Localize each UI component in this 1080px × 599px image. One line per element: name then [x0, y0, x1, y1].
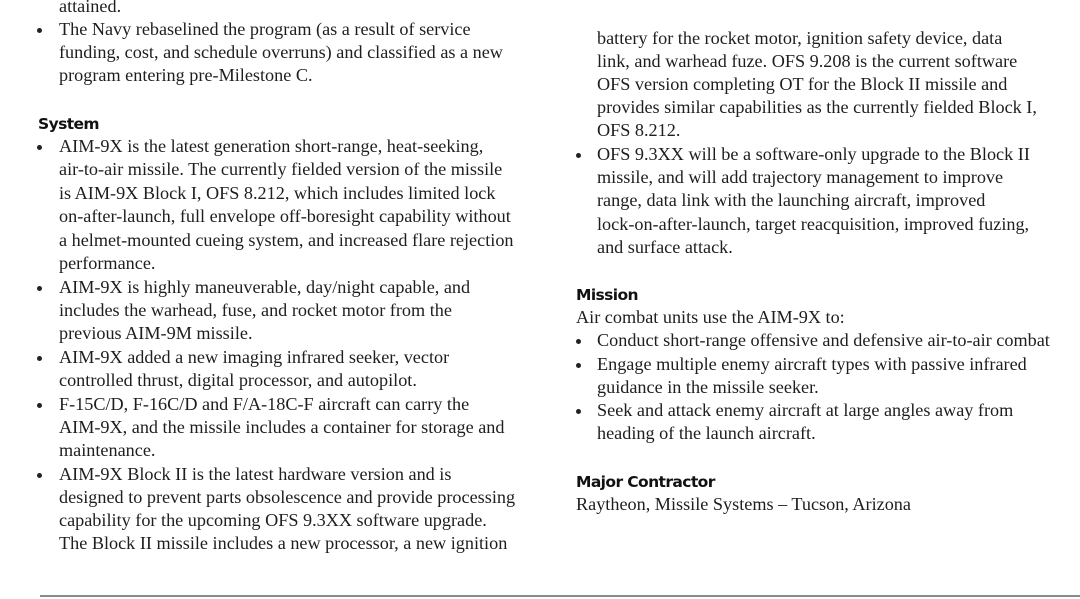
- bullet-icon: [576, 339, 581, 344]
- continued-line: OFS 8.212.: [597, 120, 681, 140]
- bullet-icon: [576, 363, 581, 368]
- system-bullet-line: The Block II missile includes a new processor, a new ignition: [59, 533, 508, 553]
- footer-divider: [40, 595, 1080, 597]
- system-bullet-line: AIM-9X, and the missile includes a container for storage and: [59, 417, 505, 437]
- ofs-bullet-line: lock-on-after-launch, target reacquisition, improved fuzing,: [597, 214, 1030, 234]
- system-bullet-line: air-to-air missile. The currently fielded version of the missile: [59, 159, 503, 179]
- section-heading-system: System: [38, 115, 99, 133]
- intro-bullet-line: funding, cost, and schedule overruns) and classified as a new: [59, 42, 503, 62]
- bullet-icon: [37, 473, 42, 478]
- section-heading-major-contractor: Major Contractor: [576, 473, 715, 491]
- system-bullet-line: includes the warhead, fuse, and rocket motor from the: [59, 300, 452, 320]
- ofs-bullet-line: range, data link with the launching aircraft, improved: [597, 190, 986, 210]
- system-bullet-line: maintenance.: [59, 440, 156, 460]
- mission-bullet-line: Seek and attack enemy aircraft at large angles away from: [597, 400, 1014, 420]
- continued-line: battery for the rocket motor, ignition safety device, data: [597, 28, 1003, 48]
- continued-line: provides similar capabilities as the currently fielded Block I,: [597, 97, 1037, 117]
- bullet-icon: [576, 153, 581, 158]
- ofs-bullet-line: missile, and will add trajectory management to improve: [597, 167, 1004, 187]
- mission-bullet-line: guidance in the missile seeker.: [597, 377, 819, 397]
- system-bullet-line: on-after-launch, full envelope off-boresight capability without: [59, 206, 511, 226]
- bullet-icon: [37, 403, 42, 408]
- intro-tail-text: attained.: [59, 0, 122, 16]
- ofs-bullet-line: and surface attack.: [597, 237, 733, 257]
- intro-bullet-line: program entering pre-Milestone C.: [59, 65, 313, 85]
- mission-bullet-line: Engage multiple enemy aircraft types with passive infrared: [597, 354, 1027, 374]
- system-bullet-line: controlled thrust, digital processor, and autopilot.: [59, 370, 417, 390]
- system-bullet-line: designed to prevent parts obsolescence and provide processing: [59, 487, 516, 507]
- system-bullet-line: performance.: [59, 253, 156, 273]
- mission-bullet-line: heading of the launch aircraft.: [597, 423, 816, 443]
- system-bullet-line: AIM-9X Block II is the latest hardware version and is: [59, 464, 452, 484]
- bullet-icon: [37, 28, 42, 33]
- contractor-text: Raytheon, Missile Systems – Tucson, Arizona: [576, 494, 911, 514]
- system-bullet-line: AIM-9X added a new imaging infrared seeker, vector: [59, 347, 450, 367]
- system-bullet-line: a helmet-mounted cueing system, and increased flare rejection: [59, 230, 514, 250]
- system-bullet-line: previous AIM-9M missile.: [59, 323, 253, 343]
- system-bullet-line: capability for the upcoming OFS 9.3XX software upgrade.: [59, 510, 487, 530]
- intro-bullet-line: The Navy rebaselined the program (as a result of service: [59, 19, 471, 39]
- section-heading-mission: Mission: [576, 286, 638, 304]
- bullet-icon: [37, 356, 42, 361]
- continued-line: link, and warhead fuze. OFS 9.208 is the current software: [597, 51, 1018, 71]
- system-bullet-line: F-15C/D, F-16C/D and F/A-18C-F aircraft can carry the: [59, 394, 470, 414]
- mission-bullet-line: Conduct short-range offensive and defensive air-to-air combat: [597, 330, 1050, 350]
- bullet-icon: [576, 409, 581, 414]
- mission-intro: Air combat units use the AIM-9X to:: [576, 307, 845, 327]
- bullet-icon: [37, 286, 42, 291]
- system-bullet-line: is AIM-9X Block I, OFS 8.212, which includes limited lock: [59, 183, 496, 203]
- system-bullet-line: AIM-9X is highly maneuverable, day/night capable, and: [59, 277, 471, 297]
- system-bullet-line: AIM-9X is the latest generation short-range, heat-seeking,: [59, 136, 484, 156]
- ofs-bullet-line: OFS 9.3XX will be a software-only upgrade to the Block II: [597, 144, 1030, 164]
- bullet-icon: [37, 145, 42, 150]
- continued-line: OFS version completing OT for the Block II missile and: [597, 74, 1008, 94]
